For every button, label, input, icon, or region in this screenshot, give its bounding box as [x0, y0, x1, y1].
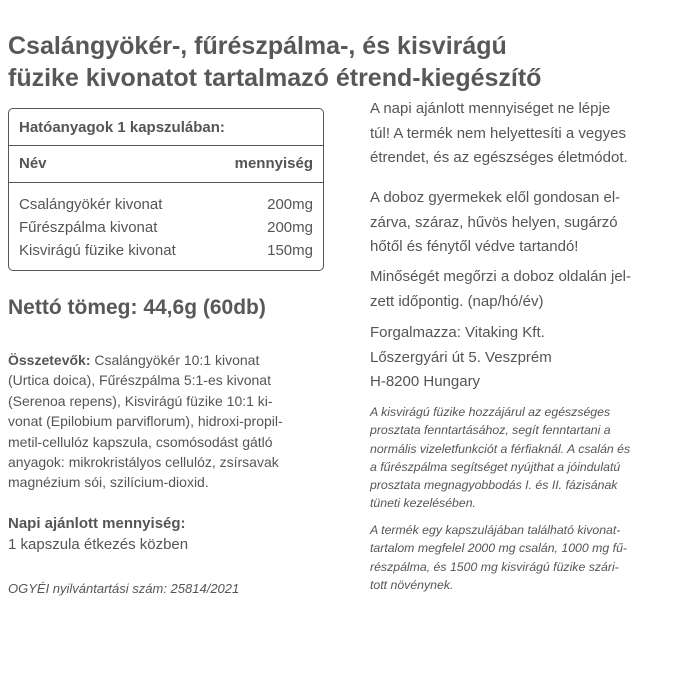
- ingredient-amount: 200mg: [267, 196, 313, 213]
- distributor-line: Forgalmazza: Vitaking Kft.: [370, 324, 545, 341]
- daily-dose: [8, 513, 188, 555]
- ingredient-amount: 150mg: [267, 242, 313, 259]
- content-line: tott növénynek.: [370, 577, 454, 592]
- storage-text: [370, 186, 695, 260]
- storage-line: hőtől és fénytől védve tartandó!: [370, 238, 579, 255]
- storage-line: zárva, száraz, hűvös helyen, sugárzó: [370, 213, 618, 231]
- health-claim-text: [370, 403, 695, 513]
- content-line: tartalom megfelel 2000 mg csalán, 1000 mg fű-: [370, 541, 628, 556]
- content-line: részpálma, és 1500 mg kisvirágú füzike szári-: [370, 559, 619, 574]
- daily-dose-label: Napi ajánlott mennyiség:: [8, 515, 186, 532]
- composition-line: Csalángyökér 10:1 kivonat: [94, 352, 260, 368]
- claim-line: A kisvirágú füzike hozzájárul az egészséges: [370, 405, 611, 419]
- title-line: Csalángyökér-, fűrészpálma-, és kisvirágú: [8, 32, 507, 60]
- quality-line: zett időpontig. (nap/hó/év): [370, 292, 544, 310]
- distributor-line: H-8200 Hungary: [370, 373, 481, 390]
- column-name-header: Név: [19, 155, 47, 172]
- title-line: füzike kivonatot tartalmazó étrend-kiegészítő: [8, 64, 542, 92]
- composition-line: (Urtica doica), Fűrészpálma 5:1-es kivonat: [8, 372, 271, 389]
- quality-line: Minőségét megőrzi a doboz oldalán jel-: [370, 268, 631, 285]
- claim-line: prosztata megnagyobbodás I. és II. fázisának: [370, 478, 618, 493]
- distributor-line: Lőszergyári út 5. Veszprém: [370, 348, 552, 366]
- composition-line: vonat (Epilobium parviflorum), hidroxi-propil-: [8, 413, 283, 430]
- table-row: [19, 216, 313, 239]
- claim-line: normális vizeletfunkciót a férfiaknál. A csalán és: [370, 441, 631, 456]
- warning-line: A napi ajánlott mennyiséget ne lépje: [370, 100, 611, 117]
- table-row: [19, 193, 313, 216]
- composition-line: anyagok: mikrokristályos cellulóz, zsírsavak: [8, 454, 279, 471]
- ingredient-name: Csalángyökér kivonat: [19, 196, 163, 213]
- composition-line: magnézium sói, szilícium-dioxid.: [8, 474, 209, 491]
- content-line: A termék egy kapszulájában található kivonat-: [370, 523, 621, 537]
- registration-number: OGYÉI nyilvántartási szám: 25814/2021: [8, 581, 240, 596]
- table-heading: Hatóanyagok 1 kapszulában:: [19, 119, 225, 136]
- storage-line: A doboz gyermekek elől gondosan el-: [370, 189, 621, 206]
- composition-line: metil-cellulóz kapszula, csomósodást gátló: [8, 433, 273, 450]
- best-before-text: [370, 265, 695, 314]
- table-row: [19, 239, 313, 262]
- ingredient-name: Kisvirágú füzike kivonat: [19, 242, 176, 259]
- column-amount-header: mennyiség: [234, 155, 313, 172]
- claim-line: a fűrészpálma segítséget nyújthat a jóindulatú: [370, 459, 621, 474]
- net-weight: Nettó tömeg: 44,6g (60db): [8, 296, 266, 319]
- claim-line: prosztata fenntartásához, segít fenntartani a: [370, 423, 611, 438]
- active-ingredients-table: [8, 108, 324, 271]
- warning-text: [370, 97, 695, 171]
- composition-text: [8, 350, 328, 493]
- ingredient-name: Fűrészpálma kivonat: [19, 219, 158, 236]
- warning-line: étrendet, és az egészséges életmódot.: [370, 149, 628, 166]
- table-header-row: [19, 146, 313, 174]
- product-title: [8, 30, 698, 94]
- daily-dose-value: 1 kapszula étkezés közben: [8, 536, 189, 553]
- content-equivalence-text: [370, 521, 695, 594]
- composition-label: Összetevők:: [8, 352, 91, 368]
- composition-line: (Serenoa repens), Kisvirágú füzike 10:1 ki-: [8, 392, 273, 409]
- ingredient-amount: 200mg: [267, 219, 313, 236]
- warning-line: túl! A termék nem helyettesíti a vegyes: [370, 124, 626, 142]
- claim-line: tüneti kezelésében.: [370, 496, 476, 511]
- distributor-text: [370, 321, 695, 395]
